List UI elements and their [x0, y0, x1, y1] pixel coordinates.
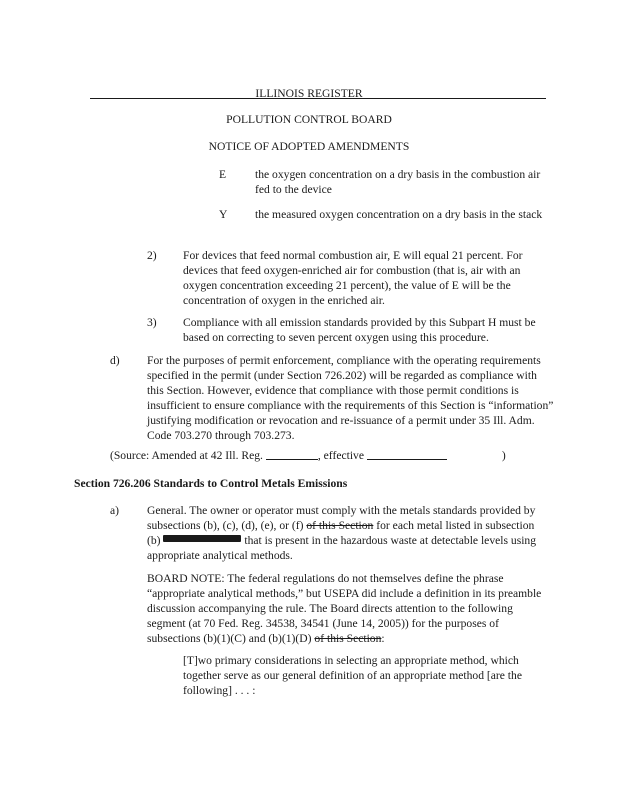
reg-page-blank [266, 448, 318, 460]
item-2-text: For devices that feed normal combustion air, E will equal 21 percent. For devices that feed oxygen-enriched air for combustion (that is, air with an oxygen concentration exceeding 21 percent), the value of E will be the concentration of oxygen in the enriched air. [183, 249, 523, 307]
source-prefix: (Source: Amended at 42 Ill. Reg. [110, 449, 263, 462]
subsection-d-text: For the purposes of permit enforcement, compliance with the operating requirements specified in the permit (under Section 726.202) will be regarded as compliance with this Section. However, evidence that compliance with those permit conditions is insufficient to ensure compliance with the requirements of this Section is “information” justifying modification or revocation and re-issuance of a permit under 35 Ill. Adm. Code 703.270 through 703.273. [147, 354, 554, 442]
subsection-a-text [147, 503, 547, 563]
definition-symbol-e: E [219, 168, 227, 181]
quote-text: [T]wo primary considerations in selecting an appropriate method, which together serve as our general definition of an appropriate method [are the following] . . . : [183, 654, 522, 697]
redaction-mark [163, 535, 241, 542]
source-close: ) [501, 449, 506, 462]
subsection-d-label: d) [110, 354, 120, 367]
item-2-label: 2) [147, 249, 157, 262]
item-3-text: Compliance with all emission standards provided by this Subpart H must be based on correcting to seven percent oxygen using this procedure. [183, 316, 536, 344]
register-title-text: ILLINOIS REGISTER [255, 87, 363, 100]
definition-text-e: the oxygen concentration on a dry basis in the combustion air fed to the device [255, 168, 541, 196]
subsection-a-label: a) [110, 504, 120, 517]
item-3-label: 3) [147, 316, 157, 329]
subsection-a-part2: for each metal listed in subsection (b) [147, 519, 535, 547]
subsection-a-struck: of this Section [306, 519, 374, 532]
board-note-end: : [381, 632, 385, 645]
header-rule [90, 98, 546, 99]
definition-text-y: the measured oxygen concentration on a dry basis in the stack [255, 208, 543, 221]
source-note [110, 448, 560, 463]
section-heading: Section 726.206 Standards to Control Metals Emissions [74, 477, 348, 490]
board-note-struck: of this Section [314, 632, 382, 645]
board-note [147, 571, 547, 646]
effective-date-blank [367, 448, 447, 460]
source-effective: , effective [317, 449, 364, 462]
subsection-a-part1: General. The owner or operator must comply with the metals standards provided by subsections (b), (c), (d), (e), or (f) [147, 504, 536, 532]
subsection-a-part3: that is present in the hazardous waste at detectable levels using appropriate analytical methods. [147, 534, 537, 562]
board-note-text: BOARD NOTE: The federal regulations do not themselves define the phrase “appropriate analytical methods,” but USEPA did include a definition in its preamble discussion accompanying the rule. The Board directs attention to the following segment (at 70 Fed. Reg. 34538, 34541 (June 14, 2005)) for the purposes of subsections (b)(1)(C) and (b)(1)(D) [147, 572, 542, 645]
board-title: POLLUTION CONTROL BOARD [226, 113, 392, 126]
definition-symbol-y: Y [219, 208, 228, 221]
notice-title: NOTICE OF ADOPTED AMENDMENTS [208, 140, 410, 153]
